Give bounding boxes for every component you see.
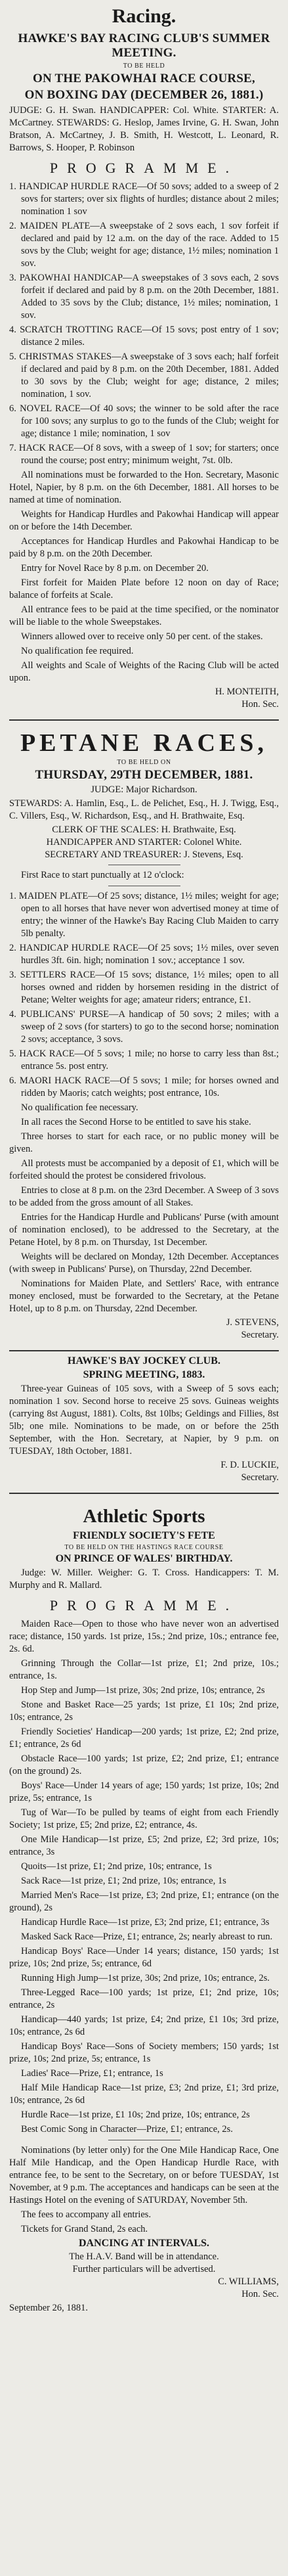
hb-item-2: 2. MAIDEN PLATE—A sweepstake of 2 sovs each, 1 sov forfeit if declared and paid by 12 a.m. on the day of the race. Added to 15 sovs by the Club; weight for age; distance, 1½ miles; nomination 1 sov.: [9, 221, 279, 269]
fete-event: Masked Sack Race—Prize, £1; entrance, 2s; nearly abreast to run.: [21, 1932, 273, 1942]
fete-event: Handicap Hurdle Race—1st prize, £3; 2nd prize, £1; entrance, 3s: [21, 1917, 270, 1928]
jockey-sig-title: Secretary.: [241, 1472, 279, 1483]
petane-clerk: CLERK OF THE SCALES: H. Brathwaite, Esq.: [52, 825, 236, 835]
hb-to-be-held: TO BE HELD: [123, 62, 165, 70]
divider: [9, 1493, 279, 1494]
fete-event: Hurdle Race—1st prize, £1 10s; 2nd prize, 10s; entrance, 2s: [21, 2110, 250, 2120]
fete-note-2: The fees to accompany all entries.: [21, 2209, 152, 2220]
fete-event: Quoits—1st prize, £1; 2nd prize, 10s; entrance, 1s: [21, 1861, 212, 1872]
fete-occasion: ON PRINCE OF WALES' BIRTHDAY.: [55, 1553, 233, 1564]
fete-event: One Mile Handicap—1st prize, £5; 2nd prize, £2; 3rd prize, 10s; entrance, 3s: [9, 1834, 279, 1857]
fete-event: Handicap Boys' Race—Sons of Society members; 150 yards; 1st prize, 10s; 2nd prize, 5s; entrance, 1s: [9, 2041, 279, 2064]
petane-races-advert: [9, 729, 279, 1341]
fete-dancing: DANCING AT INTERVALS.: [78, 2238, 210, 2249]
petane-stewards: STEWARDS: A. Hamlin, Esq., L. de Pelichet, Esq., H. J. Twigg, Esq., C. Villers, Esq., W. Richardson, Esq., and H. Brathwaite, Esq.: [9, 798, 279, 821]
hb-item-3: 3. PAKOWHAI HANDICAP—A sweepstakes of 3 sovs each, 2 sovs forfeit if declared and paid by 8 p.m. on the 20th December, 1881. Added to 35 sovs by the Club; distance, 1½ miles; nomination, 1 sov.: [9, 273, 279, 321]
petane-item-4: 4. PUBLICANS' PURSE—A handicap of 50 sovs; 2 miles; with a sweep of 2 sovs (for starters) to go to the second horse; nomination 2 sovs; acceptance, 3 sovs.: [9, 1009, 279, 1045]
hb-note-2: Weights for Handicap Hurdles and Pakowhai Handicap will appear on or before the 14th December.: [9, 509, 279, 532]
fete-note-3: Tickets for Grand Stand, 2s each.: [21, 2224, 148, 2234]
fete-event: Boys' Race—Under 14 years of age; 150 yards; 1st prize, 10s; 2nd prize, 5s; entrance, 1s: [9, 1780, 279, 1803]
fete-dancing-note: The H.A.V. Band will be in attendance.: [69, 2251, 219, 2262]
hb-note-8: No qualification fee required.: [21, 646, 134, 656]
petane-note-2: In all races the Second Horse to be entitled to save his stake.: [21, 1117, 251, 1127]
divider: [9, 1350, 279, 1351]
jockey-subtitle: SPRING MEETING, 1883.: [83, 1369, 205, 1380]
fete-event: Stone and Basket Race—25 yards; 1st prize, £1 10s; 2nd prize, 10s; entrance, 2s: [9, 1700, 279, 1723]
petane-secretary-name: J. STEVENS,: [226, 1317, 279, 1328]
petane-note-6: Entries for the Handicap Hurdle and Publicans' Purse (with amount of nomination enclosed), to be addressed to the Secretary, at the Petane Hotel, by 8 p.m. on Thursday, 1st December.: [9, 1212, 279, 1248]
hb-note-1: All nominations must be forwarded to the Hon. Secretary, Masonic Hotel, Napier, by 8 p.m. on the 6th December, 1881. All horses to be named at time of nomination.: [9, 470, 279, 505]
petane-note-5: Entries to close at 8 p.m. on the 23rd December. A Sweep of 3 sovs to be added from the gross amount of all Stakes.: [9, 1185, 279, 1208]
petane-title: PETANE RACES,: [20, 729, 268, 757]
jockey-title: HAWKE'S BAY JOCKEY CLUB.: [68, 1355, 220, 1367]
petane-treasurer: SECRETARY AND TREASURER: J. Stevens, Esq.: [45, 849, 243, 860]
petane-judge: JUDGE: Major Richardson.: [91, 784, 197, 795]
hawkes-bay-racing-advert: [9, 32, 279, 710]
hb-item-7: 7. HACK RACE—Of 8 sovs, with a sweep of 1 sov; for starters; once round the course; post entry; minimum weight, 7st. 0lb.: [9, 443, 279, 466]
petane-secretary-title: Secretary.: [241, 1330, 279, 1340]
fete-event: Maiden Race—Open to those who have never won an advertised race; distance, 150 yards. 1st prize, 15s.; 2nd prize, 10s.; entrance fee, 2s. 6d.: [9, 1619, 279, 1654]
fete-note-1: Nominations (by letter only) for the One Mile Handicap Race, One Half Mile Handicap, and the Open Handicap Hurdle Race, with entrance fee, to be sent to the Secretary, on or before TUESDAY, 1st November, at 9 p.m. The acceptances and handicaps can be seen at the Hastings Hotel on the evening of SATURDAY, November 5th.: [9, 2145, 279, 2205]
hb-officials: JUDGE: G. H. Swan. HANDICAPPER: Col. White. STARTER: A. McCartney. STEWARDS: G. Heslop, James Irvine, G. H. Swan, John Bratson, A. McCartney, J. B. Smith, H. Westcott, L. Leonard, R. Barrows, S. Hooper, P. Robinson: [9, 105, 279, 153]
hb-date: ON BOXING DAY (DECEMBER 26, 1881.): [24, 88, 264, 102]
fete-secretary-title: Hon. Sec.: [241, 2289, 279, 2299]
racing-section-title: Racing.: [112, 5, 176, 27]
hb-note-3: Acceptances for Handicap Hurdles and Pakowhai Handicap to be paid by 8 p.m. on the 20th December.: [9, 536, 279, 559]
hb-note-9: All weights and Scale of Weights of the Racing Club will be acted upon.: [9, 660, 279, 683]
hb-item-1: 1. HANDICAP HURDLE RACE—Of 50 sovs; added to a sweep of 2 sovs for starters; over six flights of hurdles; distance about 2 miles; nomination 1 sov: [9, 181, 279, 217]
fete-event: Married Men's Race—1st prize, £3; 2nd prize, £1; entrance (on the ground), 2s: [9, 1890, 279, 1913]
petane-start-note: First Race to start punctually at 12 o'clock:: [21, 870, 184, 880]
petane-note-3: Three horses to start for each race, or no public money will be given.: [9, 1131, 279, 1154]
petane-note-4: All protests must be accompanied by a deposit of £1, which will be forfeited should the protest be considered frivolous.: [9, 1158, 279, 1181]
fete-event: Hop Step and Jump—1st prize, 30s; 2nd prize, 10s; entrance, 2s: [21, 1685, 265, 1696]
jockey-club-advert: [9, 1355, 279, 1483]
divider: [9, 719, 279, 721]
jockey-body: Three-year Guineas of 105 sovs, with a Sweep of 5 sovs each; nomination 1 sov. Second horse to receive 25 sovs. Guineas weights (carrying 8st August, 1881). Colts, 8st 10lbs; Geldings and Fillies, 8st 5lb; one mile. Nominations to be made, on or before the 25th September, with the Hon. Secretary, at Napier, by 9 p.m. on TUESDAY, 18th October, 1881.: [9, 1384, 279, 1457]
hb-secretary-title: Hon. Sec.: [241, 699, 279, 710]
hb-item-4: 4. SCRATCH TROTTING RACE—Of 15 sovs; post entry of 1 sov; distance 2 miles.: [9, 325, 279, 348]
hb-note-6: All entrance fees to be paid at the time specified, or the nominator will be liable to the whole Sweepstakes.: [9, 604, 279, 627]
hb-item-6: 6. NOVEL RACE—Of 40 sovs; the winner to be sold after the race for 100 sovs; any surplus to go to the funds of the Club; weight for age; distance 1 mile; nomination, 1 sov: [9, 403, 279, 439]
fete-event: Sack Race—1st prize, £1; 2nd prize, 10s; entrance, 1s: [21, 1876, 226, 1886]
petane-item-2: 2. HANDICAP HURDLE RACE—Of 25 sovs; 1½ miles, over seven hurdles 3ft. 6in. high; nomination 1 sov.; acceptance 1 sov.: [9, 943, 279, 966]
petane-handicapper: HANDICAPPER AND STARTER: Colonel White.: [46, 837, 242, 847]
fete-event: Handicap Boys' Race—Under 14 years; distance, 150 yards; 1st prize, 10s; 2nd prize, 5s; entrance, 6d: [9, 1946, 279, 1969]
fete-secretary-name: C. WILLIAMS,: [218, 2276, 279, 2287]
petane-note-7: Weights will be declared on Monday, 12th December. Acceptances (with sweep in Publicans' Purse), on Thursday, 22nd December.: [9, 1252, 279, 1275]
hb-secretary-name: H. MONTEITH,: [215, 687, 279, 697]
fete-title: FRIENDLY SOCIETY'S FETE: [73, 1530, 215, 1541]
jockey-sig-name: F. D. LUCKIE,: [220, 1460, 279, 1470]
hb-item-5: 5. CHRISTMAS STAKES—A sweepstake of 3 sovs each; half forfeit if declared and paid by 8 p.m. on the 20th December, 1881. Added to 30 sovs by the Club; weight for age; distance, 2 miles; nomination, 1 sov.: [9, 351, 279, 399]
petane-note-1: No qualification fee necessary.: [21, 1102, 138, 1113]
hb-programme-heading: PROGRAMME.: [49, 160, 239, 176]
hb-title: HAWKE'S BAY RACING CLUB'S SUMMER MEETING.: [18, 32, 270, 60]
fete-event: Tug of War—To be pulled by teams of eight from each Friendly Society; 1st prize, £5; 2nd prize, £2; entrance, 4s.: [9, 1807, 279, 1830]
fete-event: Grinning Through the Collar—1st prize, £1; 2nd prize, 10s.; entrance, 1s.: [9, 1658, 279, 1681]
hb-note-5: First forfeit for Maiden Plate before 12 noon on day of Race; balance of forfeits at Scale.: [9, 577, 279, 600]
hb-note-7: Winners allowed over to receive only 50 per cent. of the stakes.: [21, 631, 263, 642]
hb-note-4: Entry for Novel Race by 8 p.m. on December 20.: [21, 563, 209, 574]
fete-officials: Judge: W. Miller. Weigher: G. T. Cross. Handicappers: T. M. Murphy and R. Mallard.: [9, 1568, 279, 1591]
fete-event: Obstacle Race—100 yards; 1st prize, £2; 2nd prize, £1; entrance (on the ground) 2s.: [9, 1753, 279, 1776]
fete-close-note: Further particulars will be advertised.: [72, 2264, 216, 2274]
athletic-section-title: Athletic Sports: [83, 1506, 205, 1527]
petane-date: THURSDAY, 29TH DECEMBER, 1881.: [35, 768, 253, 782]
petane-note-8: Nominations for Maiden Plate, and Settlers' Race, with entrance money enclosed, must be forwarded to the Secretary, at the Petane Hotel, up to 8 p.m. on Thursday, 22nd December.: [9, 1278, 279, 1314]
fete-event: Half Mile Handicap Race—1st prize, £3; 2nd prize, £1; 3rd prize, 10s; entrance, 2s 6d: [9, 2083, 279, 2106]
petane-item-3: 3. SETTLERS RACE—Of 15 sovs; distance, 1½ miles; open to all horses owned and ridden by horsemen residing in the district of Petane; Welter weights for age; amateur riders; entrance, £1.: [9, 970, 279, 1005]
friendly-society-fete-advert: [9, 1530, 279, 2315]
hb-venue: ON THE PAKOWHAI RACE COURSE,: [32, 72, 256, 85]
fete-programme-heading: PROGRAMME.: [49, 1597, 239, 1614]
fete-to-be-held: TO BE HELD ON THE HASTINGS RACE COURSE: [64, 1544, 224, 1551]
fete-event: Friendly Societies' Handicap—200 yards; 1st prize, £2; 2nd prize, £1; entrance, 2s 6d: [9, 1727, 279, 1750]
fete-event: Handicap—440 yards; 1st prize, £4; 2nd prize, £1 10s; 3rd prize, 10s; entrance, 2s 6d: [9, 2014, 279, 2037]
petane-item-6: 6. MAORI HACK RACE—Of 5 sovs; 1 mile; for horses owned and ridden by Maoris; catch weights; post entrance, 10s.: [9, 1075, 279, 1098]
fete-event: Ladies' Race—Prize, £1; entrance, 1s: [21, 2068, 163, 2079]
petane-item-1: 1. MAIDEN PLATE—Of 25 sovs; distance, 1½ miles; weight for age; open to all horses that have never won advertised money at time of entry; the winner of the Hawke's Bay Racing Club Maiden to carry 5lb penalty.: [9, 891, 279, 939]
fete-event: Running High Jump—1st prize, 30s; 2nd prize, 10s; entrance, 2s.: [21, 1973, 270, 1983]
advert-column: [9, 4, 279, 2316]
petane-item-5: 5. HACK RACE—Of 5 sovs; 1 mile; no horse to carry less than 8st.; entrance 5s. post entry.: [9, 1049, 279, 1072]
fete-event: Three-Legged Race—100 yards; 1st prize, £1; 2nd prize, 10s; entrance, 2s: [9, 1987, 279, 2010]
fete-dateline: September 26, 1881.: [9, 2303, 89, 2313]
fete-event: Best Comic Song in Character—Prize, £1; entrance, 2s.: [21, 2124, 233, 2135]
petane-to-be-held: TO BE HELD ON: [117, 759, 171, 766]
